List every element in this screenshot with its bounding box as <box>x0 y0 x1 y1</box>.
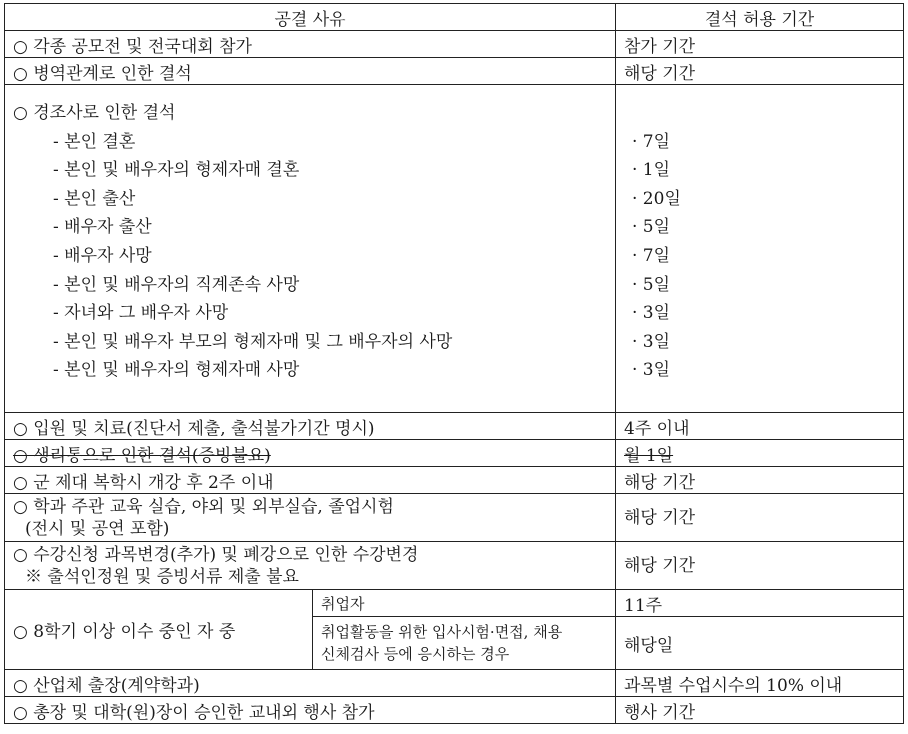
period-cell: 해당 기간 <box>616 494 904 542</box>
family-event-periods <box>624 99 903 385</box>
reason-line: ○ 학과 주관 교육 실습, 야외 및 외부실습, 졸업시험 <box>13 496 394 517</box>
period-cell: 해당 기간 <box>616 58 904 85</box>
sub-reason-line: 신체검사 등에 응시하는 경우 <box>321 645 510 663</box>
table-row <box>5 467 904 494</box>
table-row <box>5 440 904 467</box>
reason-cell-struck: ○ 생리통으로 인한 결석(증빙불요) <box>5 440 616 467</box>
reason-cell: ○ 8학기 이상 이수 중인 자 중 <box>5 590 313 670</box>
period-cell <box>616 85 904 413</box>
period-cell: 해당일 <box>616 617 904 670</box>
list-item: - 본인 결혼 <box>53 131 136 152</box>
reason-cell: ○ 산업체 출장(계약학과) <box>5 670 616 697</box>
absence-policy-table <box>4 3 904 724</box>
list-item: - 본인 출산 <box>53 188 136 209</box>
table-row <box>5 590 904 617</box>
list-item: - 배우자 출산 <box>53 217 152 238</box>
table-row <box>5 413 904 440</box>
period-cell: 11주 <box>616 590 904 617</box>
header-reason: 공결 사유 <box>5 4 616 31</box>
list-item: - 본인 및 배우자 부모의 형제자매 및 그 배우자의 사망 <box>53 331 453 352</box>
reason-cell <box>5 542 616 590</box>
period-cell: 행사 기간 <box>616 697 904 724</box>
list-item: - 본인 및 배우자의 직계존속 사망 <box>53 274 300 295</box>
period-cell-struck: 월 1일 <box>616 440 904 467</box>
table-row <box>5 58 904 85</box>
reason-cell: ○ 병역관계로 인한 결석 <box>5 58 616 85</box>
period-cell: 과목별 수업시수의 10% 이내 <box>616 670 904 697</box>
sub-reason-line: 취업활동을 위한 입사시험·면접, 채용 <box>321 623 563 641</box>
list-item: · 5일 <box>632 274 671 295</box>
note-line: ※ 출석인정원 및 증빙서류 제출 불요 <box>25 566 299 587</box>
table-row <box>5 542 904 590</box>
table-row <box>5 670 904 697</box>
list-item: · 3일 <box>632 303 671 324</box>
list-item: - 본인 및 배우자의 형제자매 결혼 <box>53 160 300 181</box>
period-cell: 참가 기간 <box>616 31 904 58</box>
list-item: · 7일 <box>632 245 671 266</box>
list-item: · 1일 <box>632 160 671 181</box>
reason-cell: ○ 각종 공모전 및 전국대회 참가 <box>5 31 616 58</box>
reason-line: (전시 및 공연 포함) <box>25 518 170 539</box>
reason-cell: ○ 군 제대 복학시 개강 후 2주 이내 <box>5 467 616 494</box>
table-row <box>5 31 904 58</box>
sub-reason-cell: 취업자 <box>313 590 616 617</box>
list-item: · 20일 <box>632 188 681 209</box>
reason-cell: ○ 총장 및 대학(원)장이 승인한 교내외 행사 참가 <box>5 697 616 724</box>
list-item: · 3일 <box>632 331 671 352</box>
sub-reason-cell <box>313 617 616 670</box>
table-header-row <box>5 4 904 31</box>
table-row-family-event <box>5 85 904 413</box>
table-row <box>5 494 904 542</box>
period-cell: 4주 이내 <box>616 413 904 440</box>
period-cell: 해당 기간 <box>616 542 904 590</box>
list-item: - 자녀와 그 배우자 사망 <box>53 303 229 324</box>
family-event-list <box>13 99 615 385</box>
period-cell: 해당 기간 <box>616 467 904 494</box>
list-item: · 5일 <box>632 217 671 238</box>
reason-line: ○ 수강신청 과목변경(추가) 및 폐강으로 인한 수강변경 <box>13 544 419 565</box>
family-event-title: ○ 경조사로 인한 결석 <box>13 103 176 123</box>
reason-cell <box>5 85 616 413</box>
table-row <box>5 697 904 724</box>
reason-cell <box>5 494 616 542</box>
list-item: - 배우자 사망 <box>53 245 152 266</box>
reason-cell: ○ 입원 및 치료(진단서 제출, 출석불가기간 명시) <box>5 413 616 440</box>
header-allowed-period: 결석 허용 기간 <box>616 4 904 31</box>
list-item: · 7일 <box>632 131 671 152</box>
list-item: · 3일 <box>632 360 671 381</box>
list-item: - 본인 및 배우자의 형제자매 사망 <box>53 360 300 381</box>
